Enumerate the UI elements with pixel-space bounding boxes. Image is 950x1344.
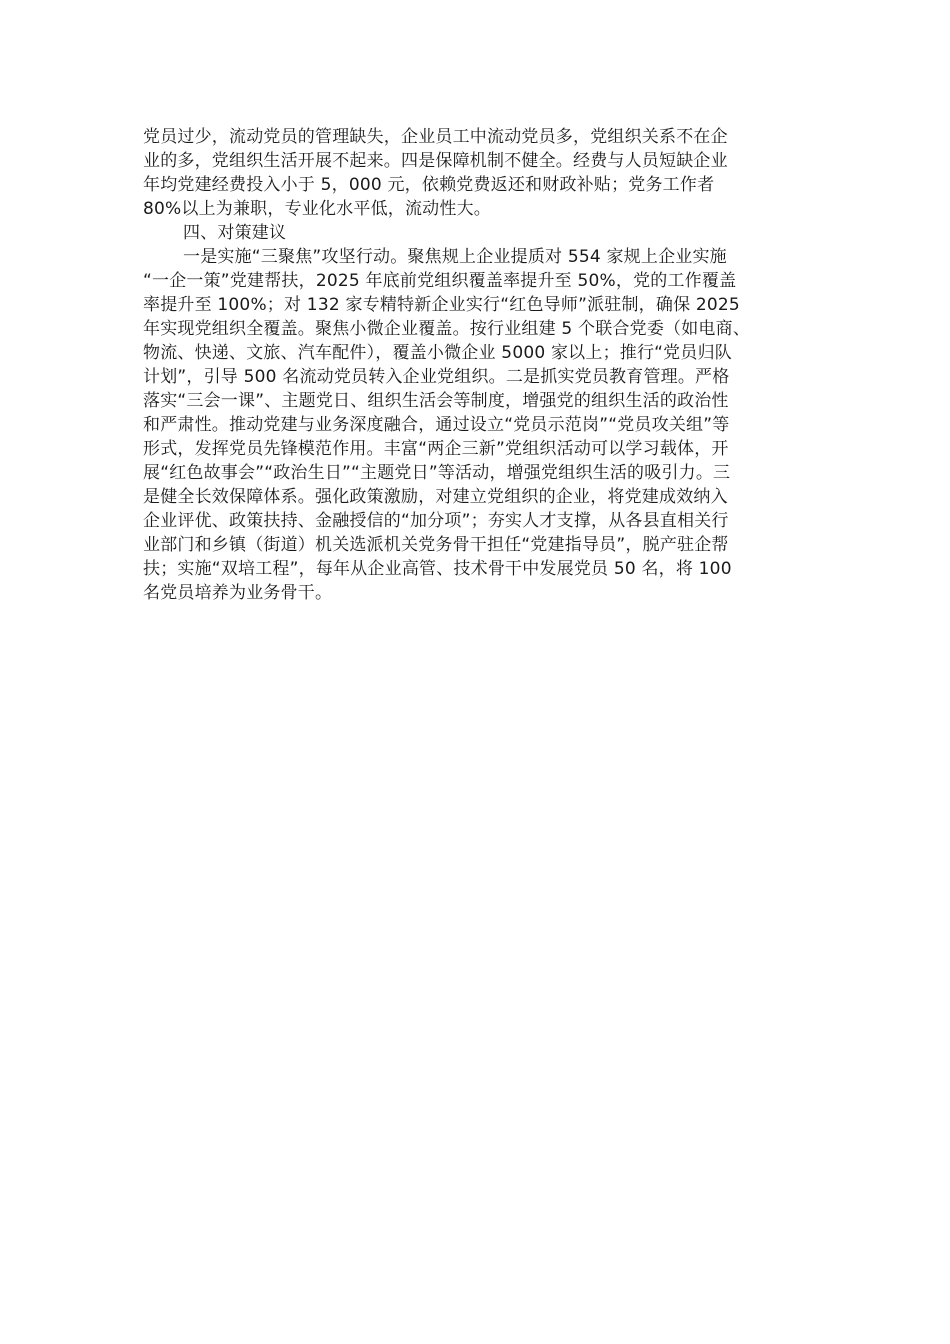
paragraph-line: 物流、快递、文旅、汽车配件），覆盖小微企业 5000 家以上；推行“党员归队	[143, 343, 732, 363]
paragraph-line: 年均党建经费投入小于 5，000 元，依赖党费返还和财政补贴；党务工作者	[143, 175, 715, 195]
paragraph-line: 形式，发挥党员先锋模范作用。丰富“两企三新”党组织活动可以学习载体，开	[143, 439, 729, 459]
paragraph-line: 展“红色故事会”“政治生日”“主题党日”等活动，增强党组织生活的吸引力。三	[143, 463, 731, 483]
paragraph-line: “一企一策”党建帮扶，2025 年底前党组织覆盖率提升至 50%，党的工作覆盖	[143, 271, 737, 291]
paragraph-line: 80%以上为兼职，专业化水平低，流动性大。	[143, 199, 491, 219]
paragraph-line: 年实现党组织全覆盖。聚焦小微企业覆盖。按行业组建 5 个联合党委（如电商、	[143, 319, 751, 339]
paragraph-line: 是健全长效保障体系。强化政策激励，对建立党组织的企业，将党建成效纳入	[143, 487, 728, 507]
paragraph-line: 计划”，引导 500 名流动党员转入企业党组织。二是抓实党员教育管理。严格	[143, 367, 730, 387]
paragraph-line: 落实“三会一课”、主题党日、组织生活会等制度，增强党的组织生活的政治性	[143, 391, 729, 411]
document-body	[143, 125, 808, 605]
paragraph-line: 业部门和乡镇（街道）机关选派机关党务骨干担任“党建指导员”，脱产驻企帮	[143, 535, 729, 555]
paragraph-line: 名党员培养为业务骨干。	[143, 583, 333, 603]
section-heading: 四、对策建议	[183, 223, 287, 243]
paragraph-line: 企业评优、政策扶持、金融授信的“加分项”；夯实人才支撑，从各县直相关行	[143, 511, 729, 531]
paragraph-line: 党员过少，流动党员的管理缺失，企业员工中流动党员多，党组织关系不在企	[143, 127, 728, 147]
paragraph-line: 率提升至 100%；对 132 家专精特新企业实行“红色导师”派驻制，确保 2025	[143, 295, 740, 315]
paragraph-line: 和严肃性。推动党建与业务深度融合，通过设立“党员示范岗”“党员攻关组”等	[143, 415, 730, 435]
paragraph-line: 一是实施“三聚焦”攻坚行动。聚焦规上企业提质对 554 家规上企业实施	[183, 247, 727, 267]
paragraph-line: 业的多，党组织生活开展不起来。四是保障机制不健全。经费与人员短缺企业	[143, 151, 728, 171]
paragraph-line: 扶；实施“双培工程”，每年从企业高管、技术骨干中发展党员 50 名，将 100	[143, 559, 732, 579]
